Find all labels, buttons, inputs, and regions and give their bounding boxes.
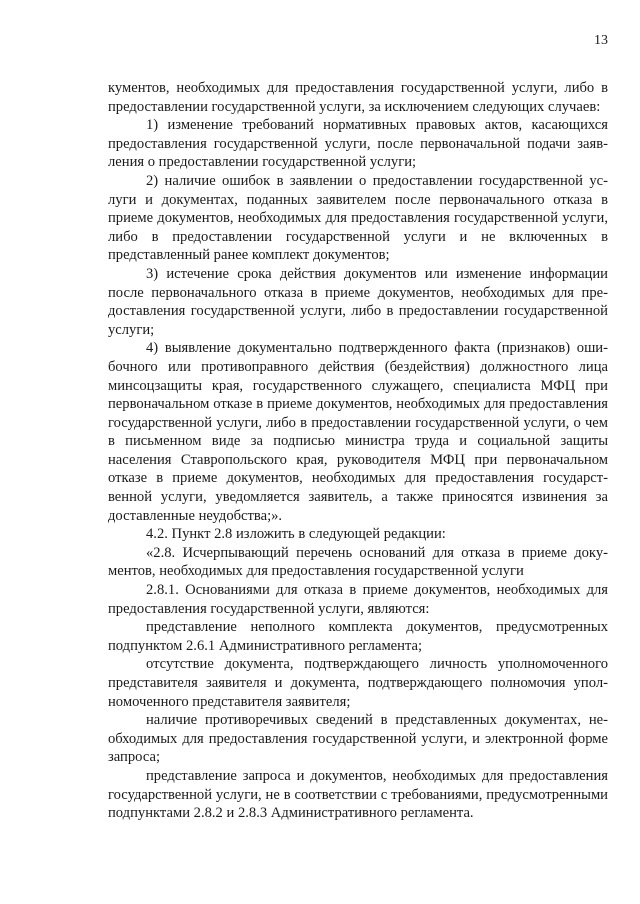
document-body <box>108 79 608 823</box>
paragraph-item-3: 3) истечение срока действия документов или изменение информации после первоначального отказа в приеме документов, необходимых для предоставления государственной услуги, либо в предоставлении государственной услуги; <box>108 265 608 338</box>
paragraph-ground-no-identity-document: отсутствие документа, подтверждающего личность уполномоченного представителя заявителя и документа, подтверждающего полномочия уполномоченного представителя заявителя; <box>108 656 608 710</box>
paragraph-clause-4-2: 4.2. Пункт 2.8 изложить в следующей редакции: <box>146 526 446 543</box>
paragraph-section-2-8-heading: «2.8. Исчерпывающий перечень оснований для отказа в приеме документов, необходимых для предоставления государственной услуги <box>108 544 608 580</box>
paragraph-ground-noncompliant-request: представление запроса и документов, необходимых для предоставления государственной услуги, не в соответствии с требованиями, предусмотренными подпунктами 2.8.2 и 2.8.3 Административного регламента. <box>108 767 608 822</box>
paragraph-item-4: 4) выявление документально подтвержденного факта (признаков) ошибочного или противоправного действия (бездействия) должностного лица минсоцзащиты края, государственного служащего, специалиста МФЦ при первоначальном отказе в приеме документов, необходимых для предоставления государственной услуги, либо в предоставлении государственной услуги, о чем в письменном виде за подписью министра труда и социальной защиты населения Ставропольского края, руководителя МФЦ при первоначальном отказе в приеме документов, необходимых для предоставления государственной услуги, уведомляется заявитель, а также приносятся извинения за доставленные неудобства;». <box>108 340 608 524</box>
paragraph-ground-contradictory-info: наличие противоречивых сведений в представленных документах, необходимых для предоставления государственной услуги, и электронной форме запроса; <box>108 712 608 766</box>
page-number: 13 <box>594 33 608 48</box>
paragraph-item-1: 1) изменение требований нормативных правовых актов, касающихся предоставления государственной услуги, после первоначальной подачи заявления о предоставлении государственной услуги; <box>108 117 608 171</box>
paragraph-clause-2-8-1: 2.8.1. Основаниями для отказа в приеме документов, необходимых для предоставления государственной услуги, являются: <box>108 582 608 617</box>
paragraph-continuation: кументов, необходимых для предоставления государственной услуги, либо в предоставлении государственной услуги, за исключением следующих случаев: <box>108 80 608 115</box>
paragraph-ground-incomplete-set: представление неполного комплекта документов, предусмотренных подпунктом 2.6.1 Административного регламента; <box>108 619 608 654</box>
paragraph-item-2: 2) наличие ошибок в заявлении о предоставлении государственной услуги и документах, поданных заявителем после первоначального отказа в приеме документов, необходимых для предоставления государственной услуги, либо в предоставлении государственной услуги и не включенных в представленный ранее комплект документов; <box>108 172 608 264</box>
